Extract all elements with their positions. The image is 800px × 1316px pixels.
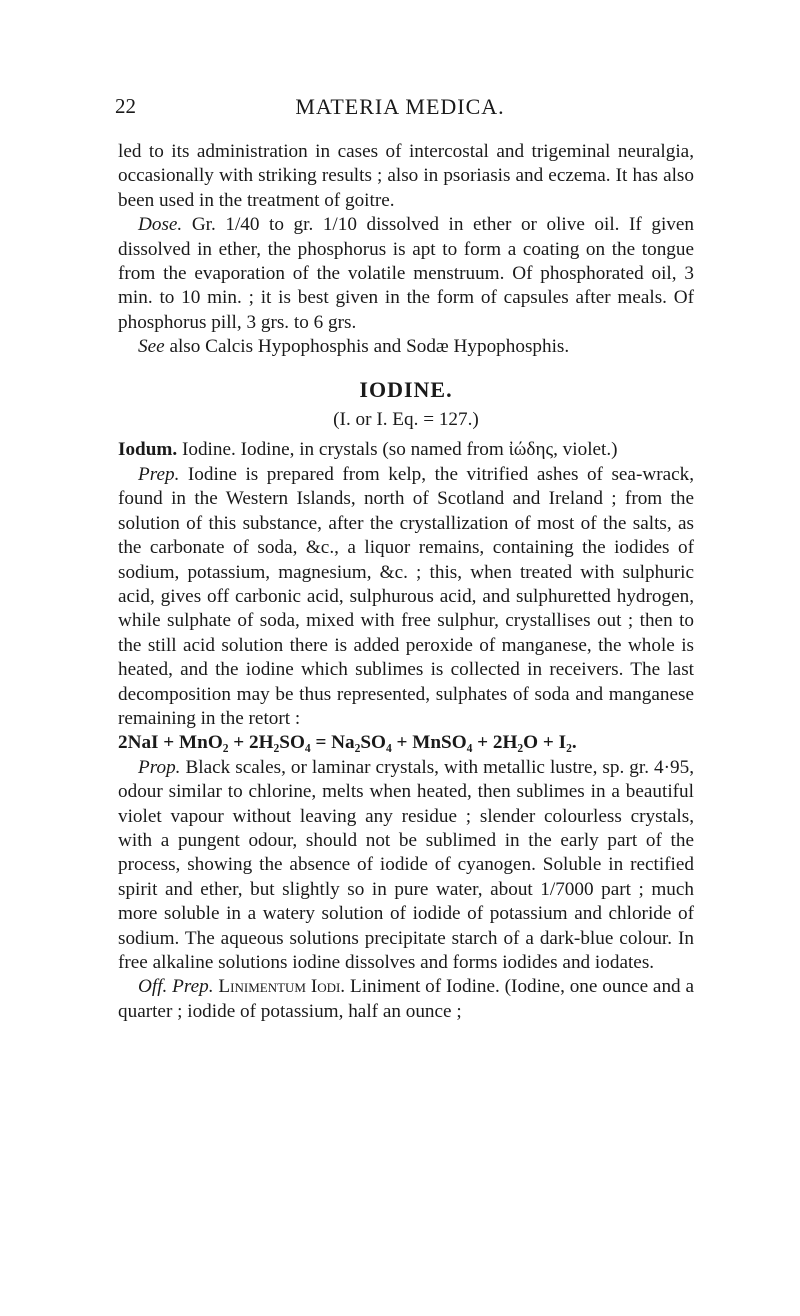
prop-label: Prop. [138,756,181,778]
paragraph-names [118,438,694,462]
see-label: See [138,336,165,358]
dose-text: Gr. 1/40 to gr. 1/10 dissolved in ether or olive oil. If given dissolved in ether, the phosphorus is apt to form a coating on the tongue from the evaporation of the volatile menstruum. Of phosphorated oil, 3 min. to 10 min. ; it is best given in the form of capsules after meals. Of phosphorus pill, 3 grs. to 6 grs. [118,214,695,333]
paragraph-dose [118,213,694,335]
prop-text: Black scales, or laminar crystals, with metallic lustre, sp. gr. 4·95, odour similar to chlorine, melts when heated, then sublimes in a beautiful violet vapour without leaving any residue ; slender colourless crystals, with a pungent odour, should not be sublimed in the early part of the process, showing the absence of iodide of cyanogen. Soluble in rectified spirit and ether, but slightly so in pure water, about 1/7000 part ; much more soluble in a watery solution of iodide of potassium and chloride of sodium. The aqueous solutions precipitate starch of a dark-blue colour. In free alkaline solutions iodine dissolves and forms iodides and iodates. [118,756,694,973]
paragraph-off-prep [118,975,694,1024]
names-text: Iodine. Iodine, in crystals (so named from ἰώδης, violet.) [181,439,618,461]
paragraph-see-also [118,335,694,359]
page-header [115,94,685,122]
latin-name: Iodum. [118,439,178,461]
section-title: IODINE. [359,376,453,402]
paragraph-prop [118,756,694,976]
page-number: 22 [115,94,136,118]
paragraph-continuation: led to its administration in cases of intercostal and trigeminal neuralgia, occasionally with striking results ; also in psoriasis and eczema. It has also been used in the treatment of goitre. [118,141,694,211]
paragraph-prep [118,463,694,731]
see-also-text: also Calcis Hypophosphis and Sodæ Hypophosphis. [169,336,570,358]
chemical-formula: 2NaI + MnO₂ + 2H₂SO₄ = Na₂SO₄ + MnSO₄ + 2H₂O + I₂. [118,732,577,754]
prep-label: Prep. [138,463,180,485]
body-text [118,140,694,1024]
off-prep-text: Liniment of Iodine. (Iodine, one ounce and a quarter ; iodide of potassium, half an ounce ; [118,976,695,1022]
dose-label: Dose. [138,214,183,236]
liniment-name: Linimentum Iodi. [218,976,346,998]
prep-text: Iodine is prepared from kelp, the vitrified ashes of sea-wrack, found in the Western Islands, north of Scotland and Ireland ; from the solution of this substance, after the crystallization of most of the salts, as the carbonate of soda, &c., a liquor remains, containing the iodides of sodium, potassium, magnesium, &c. ; this, when treated with sulphuric acid, gives off carbonic acid, sulphurous acid, and sulphuretted hydrogen, while sulphate of soda, mixed with free sulphur, crystallises out ; then to the still acid solution there is added peroxide of manganese, the whole is heated, and the iodine which sublimes is collected in receivers. The last decomposition may be thus represented, sulphates of soda and manganese remaining in the retort : [118,463,695,729]
equivalent-line: (I. or I. Eq. = 127.) [333,409,479,431]
running-title: MATERIA MEDICA. [295,94,505,119]
off-prep-label: Off. Prep. [138,976,214,998]
